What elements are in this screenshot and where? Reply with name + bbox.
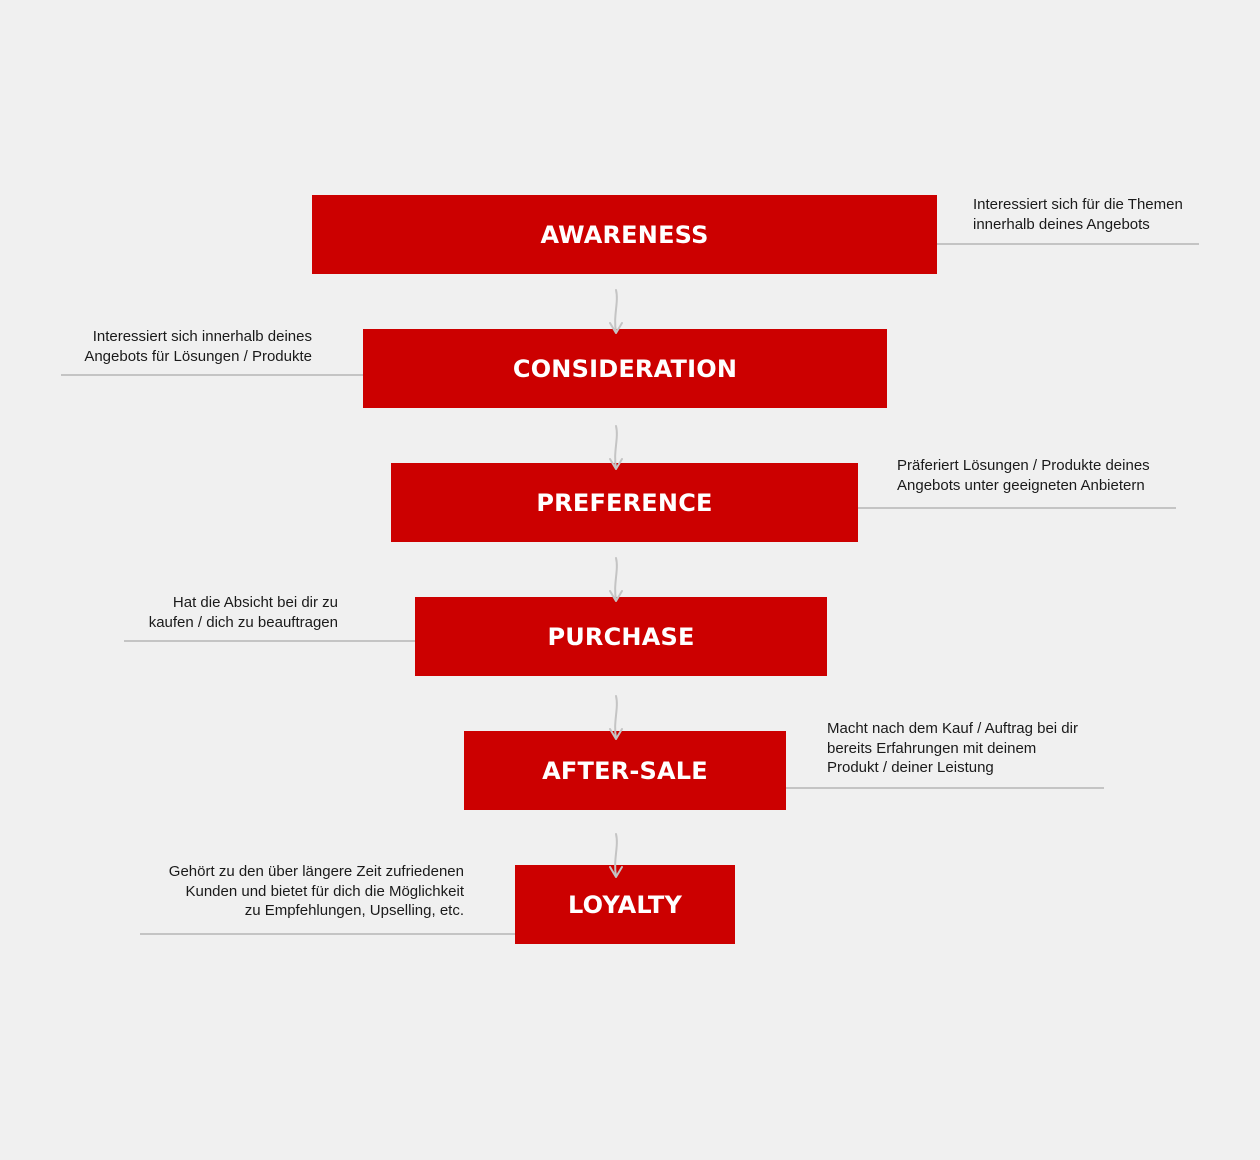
stage-label: PREFERENCE — [536, 488, 713, 517]
curved-down-arrow-icon — [606, 288, 626, 336]
leader-line — [937, 243, 1199, 245]
leader-line — [858, 507, 1176, 509]
curved-down-arrow-icon — [606, 694, 626, 742]
leader-line — [786, 787, 1104, 789]
stage-purchase — [415, 597, 827, 676]
stage-description: Macht nach dem Kauf / Auftrag bei dir bereits Erfahrungen mit deinem Produkt / deiner Leistung — [827, 720, 1078, 776]
stage-description: Interessiert sich innerhalb deines Angebots für Lösungen / Produkte — [84, 328, 312, 365]
stage-preference — [391, 463, 858, 542]
stage-after-sale — [464, 731, 786, 810]
stage-label: AFTER-SALE — [542, 756, 708, 785]
stage-description: Gehört zu den über längere Zeit zufriedenen Kunden und bietet für dich die Möglichkeit zu Empfehlungen, Upselling, etc. — [168, 863, 464, 919]
stage-label: LOYALTY — [567, 890, 683, 919]
stage-description: Interessiert sich für die Themen innerhalb deines Angebots — [973, 196, 1183, 233]
stage-consideration — [363, 329, 887, 408]
leader-line — [61, 374, 363, 376]
stage-label: AWARENESS — [540, 220, 709, 249]
curved-down-arrow-icon — [606, 832, 626, 880]
stage-label: CONSIDERATION — [512, 354, 738, 383]
stage-description: Präferiert Lösungen / Produkte deines Angebots unter geeigneten Anbietern — [897, 457, 1150, 494]
leader-line — [124, 640, 415, 642]
curved-down-arrow-icon — [606, 424, 626, 472]
stage-description: Hat die Absicht bei dir zu kaufen / dich zu beauftragen — [148, 594, 338, 631]
stage-awareness — [312, 195, 937, 274]
curved-down-arrow-icon — [606, 556, 626, 604]
stage-label: PURCHASE — [547, 622, 695, 651]
leader-line — [140, 933, 515, 935]
